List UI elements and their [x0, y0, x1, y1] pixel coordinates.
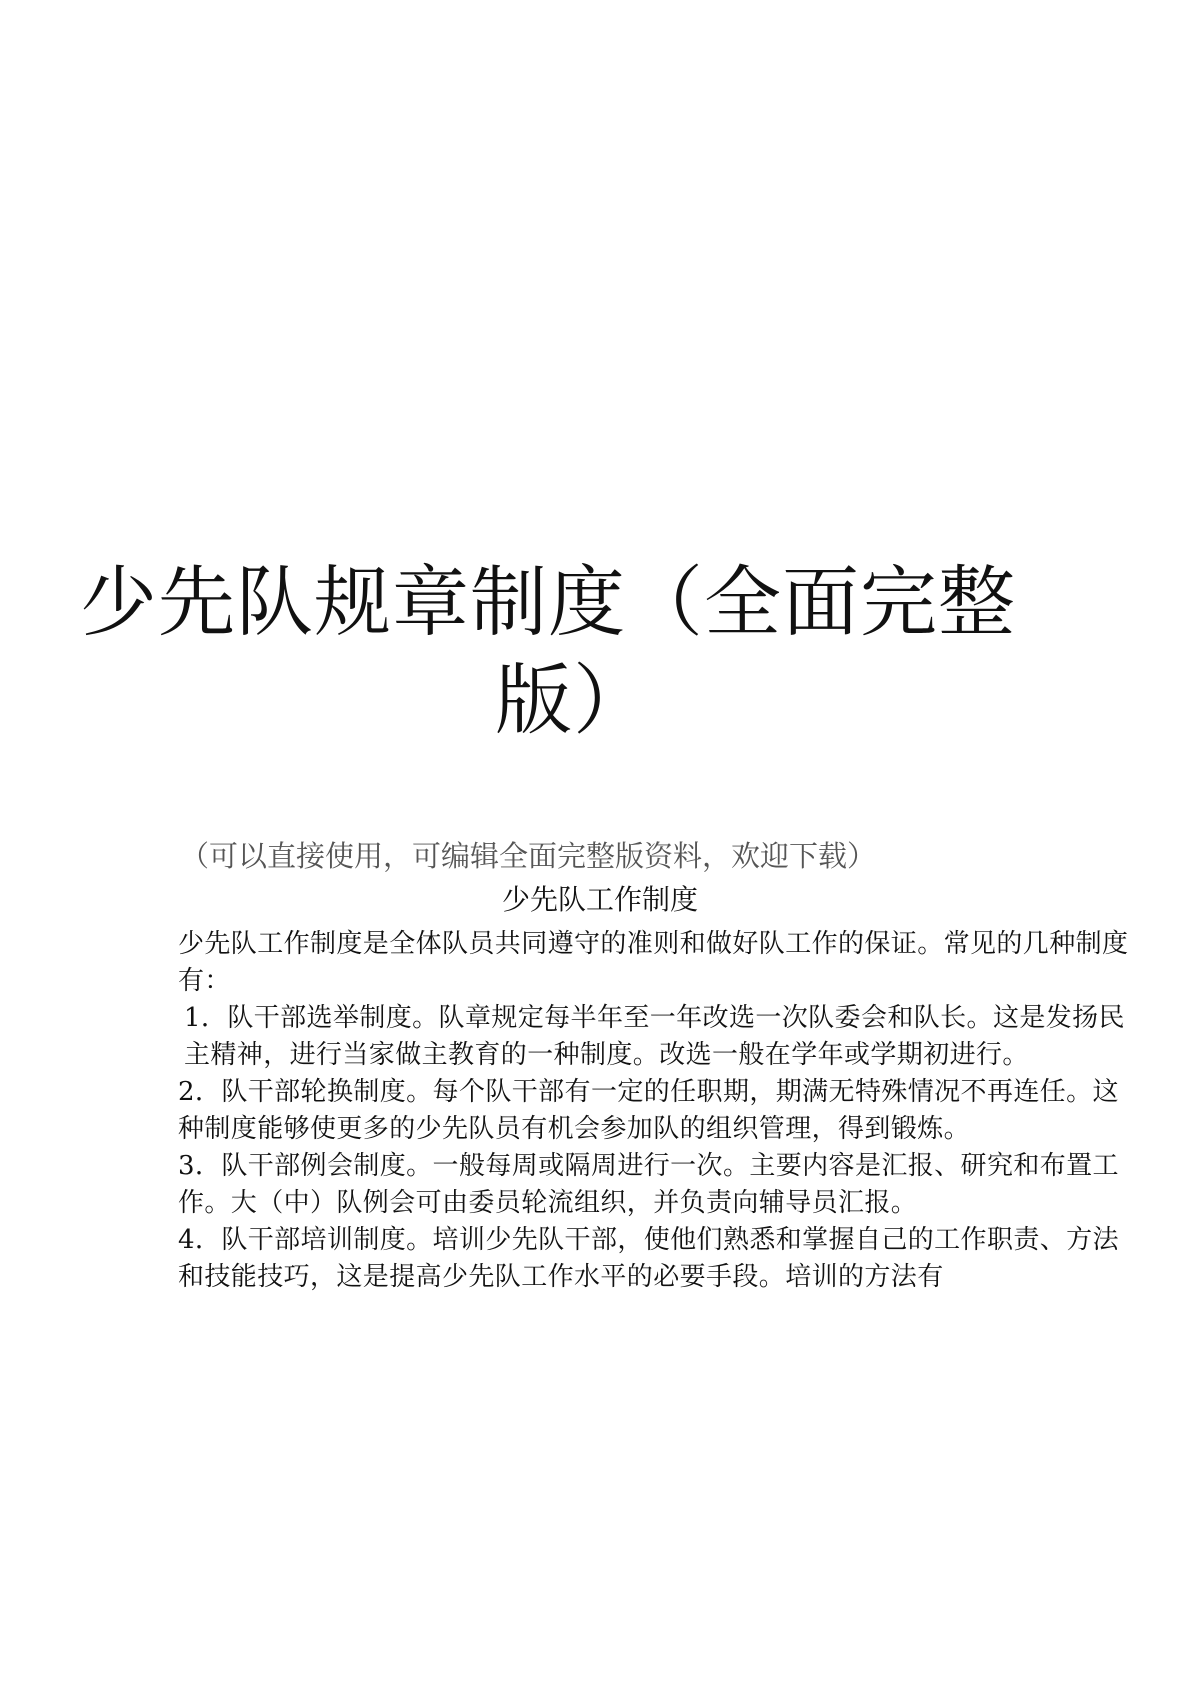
document-title-line-1: 少先队规章制度（全面完整 [80, 559, 1016, 648]
document-title-line-2: 版） [495, 657, 651, 746]
paragraph-item-2: 2．队干部轮换制度。每个队干部有一定的任职期，期满无特殊情况不再连任。这种制度能够使更多的少先队员有机会参加队的组织管理，得到锻炼。 [178, 1077, 1119, 1144]
paragraph-intro: 少先队工作制度是全体队员共同遵守的准则和做好队工作的保证。常见的几种制度有： [178, 929, 1129, 996]
body-text [178, 926, 1130, 1296]
paragraph-item-1: 1．队干部选举制度。队章规定每半年至一年改选一次队委会和队长。这是发扬民主精神，进行当家做主教育的一种制度。改选一般在学年或学期初进行。 [184, 1003, 1125, 1070]
document-title [80, 555, 1120, 751]
paragraph-item-3: 3．队干部例会制度。一般每周或隔周进行一次。主要内容是汇报、研究和布置工作。大（中）队例会可由委员轮流组织，并负责向辅导员汇报。 [178, 1151, 1119, 1218]
paragraph-item-4: 4．队干部培训制度。培训少先队干部，使他们熟悉和掌握自己的工作职责、方法和技能技巧，这是提高少先队工作水平的必要手段。培训的方法有 [178, 1225, 1119, 1292]
section-title: 少先队工作制度 [501, 883, 698, 916]
document-subtitle: （可以直接使用，可编辑全面完整版资料，欢迎下载） [180, 839, 877, 873]
